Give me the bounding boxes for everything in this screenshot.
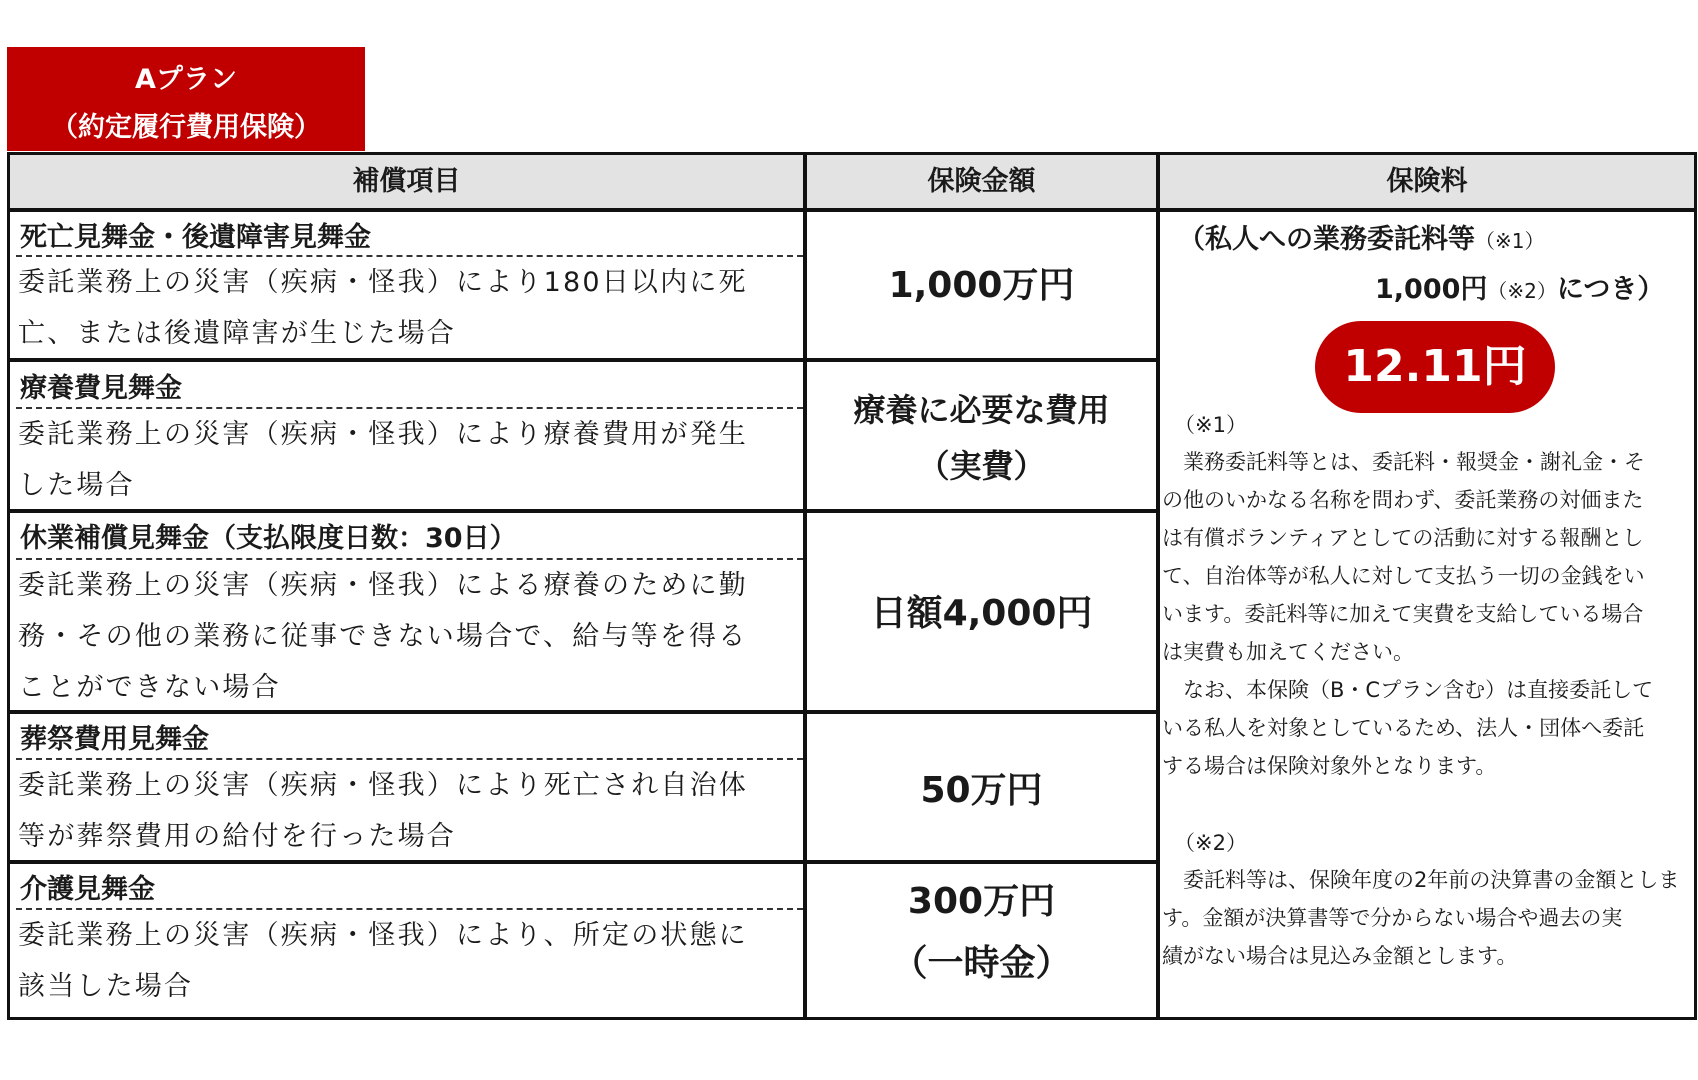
description-line: 亡、または後遺障害が生じた場合	[18, 318, 456, 349]
note-line: て、自治体等が私人に対して支払う一切の金銭をい	[1162, 564, 1645, 588]
note-line: する場合は保険対象外となります。	[1162, 754, 1497, 778]
premium-basis-text: （私人への業務委託料等	[1178, 224, 1475, 255]
description-line: 該当した場合	[18, 971, 194, 1002]
amount-medical-line1: 療養に必要な費用	[853, 391, 1110, 429]
note-line: す。金額が決算書等で分からない場合や過去の実	[1162, 906, 1623, 930]
amount-medical-line2: （実費）	[917, 447, 1046, 485]
note-line: 業務委託料等とは、委託料・報奨金・謝礼金・そ	[1162, 450, 1645, 474]
row-title-care: 介護見舞金	[20, 874, 155, 905]
premium-basis-unit: 1,000円	[1375, 274, 1488, 305]
amount-care-line2: （一時金）	[891, 943, 1072, 984]
note1-label: （※1）	[1174, 413, 1247, 437]
note-line: いる私人を対象としているため、法人・団体へ委託	[1162, 716, 1645, 740]
premium-basis-note: （※1）	[1475, 229, 1545, 253]
row-description-medical	[18, 409, 808, 511]
note-line: は有償ボランティアとしての活動に対する報酬とし	[1162, 526, 1644, 550]
note1-text	[1162, 443, 1694, 785]
description-line: ことができない場合	[18, 672, 281, 703]
description-line: 委託業務上の災害（疾病・怪我）により180日以内に死	[18, 267, 748, 298]
amount-funeral: 50万円	[920, 770, 1043, 811]
header-insured-amount: 保険金額	[927, 166, 1036, 197]
description-line: 委託業務上の災害（疾病・怪我）により死亡され自治体	[18, 770, 748, 801]
premium-basis-line2	[1375, 267, 1698, 306]
plan-name: Aプラン	[135, 64, 237, 95]
note-line: 委託料等は、保険年度の2年前の決算書の金額としま	[1162, 868, 1680, 892]
description-line: 等が葬祭費用の給付を行った場合	[18, 821, 456, 852]
note-line: は実費も加えてください。	[1162, 640, 1414, 664]
note-line: なお、本保険（B・Cプラン含む）は直接委託して	[1162, 678, 1654, 702]
amount-care-line1: 300万円	[907, 881, 1056, 922]
row-description-funeral	[18, 760, 808, 862]
amount-death: 1,000万円	[888, 265, 1075, 306]
row-description-death	[18, 257, 808, 359]
premium-basis-line1	[1178, 217, 1698, 256]
description-line: 委託業務上の災害（疾病・怪我）により、所定の状態に	[18, 920, 748, 951]
row-description-leave	[18, 560, 808, 713]
row-title-medical: 療養費見舞金	[20, 373, 182, 404]
description-line: 委託業務上の災害（疾病・怪我）による療養のために勤	[18, 570, 748, 601]
premium-rate-badge: 12.11円	[1315, 321, 1555, 413]
premium-basis-note: （※2）	[1487, 279, 1557, 303]
row-title-funeral: 葬祭費用見舞金	[20, 724, 209, 755]
plan-subtitle: （約定履行費用保険）	[51, 112, 321, 143]
note-line: 績がない場合は見込み金額とします。	[1162, 944, 1518, 968]
note2-label: （※2）	[1174, 831, 1247, 855]
note-line: います。委託料等に加えて実費を支給している場合	[1162, 602, 1644, 626]
row-title-death: 死亡見舞金・後遺障害見舞金	[20, 222, 371, 253]
coverage-table	[7, 152, 1697, 1020]
row-divider	[10, 208, 1694, 212]
header-premium: 保険料	[1386, 166, 1468, 197]
note2-text	[1162, 861, 1694, 975]
plan-tab	[7, 47, 365, 151]
note-line: の他のいかなる名称を問わず、委託業務の対価また	[1162, 488, 1644, 512]
row-title-leave: 休業補償見舞金（支払限度日数：30日）	[20, 523, 517, 554]
premium-basis-text: につき）	[1556, 274, 1665, 305]
description-line: 務・その他の業務に従事できない場合で、給与等を得る	[18, 621, 748, 652]
amount-leave: 日額4,000円	[870, 593, 1093, 634]
row-description-care	[18, 910, 808, 1012]
header-coverage-item: 補償項目	[352, 166, 461, 197]
description-line: 委託業務上の災害（疾病・怪我）により療養費用が発生	[18, 419, 748, 450]
column-divider	[1156, 155, 1160, 1017]
description-line: した場合	[18, 470, 135, 501]
